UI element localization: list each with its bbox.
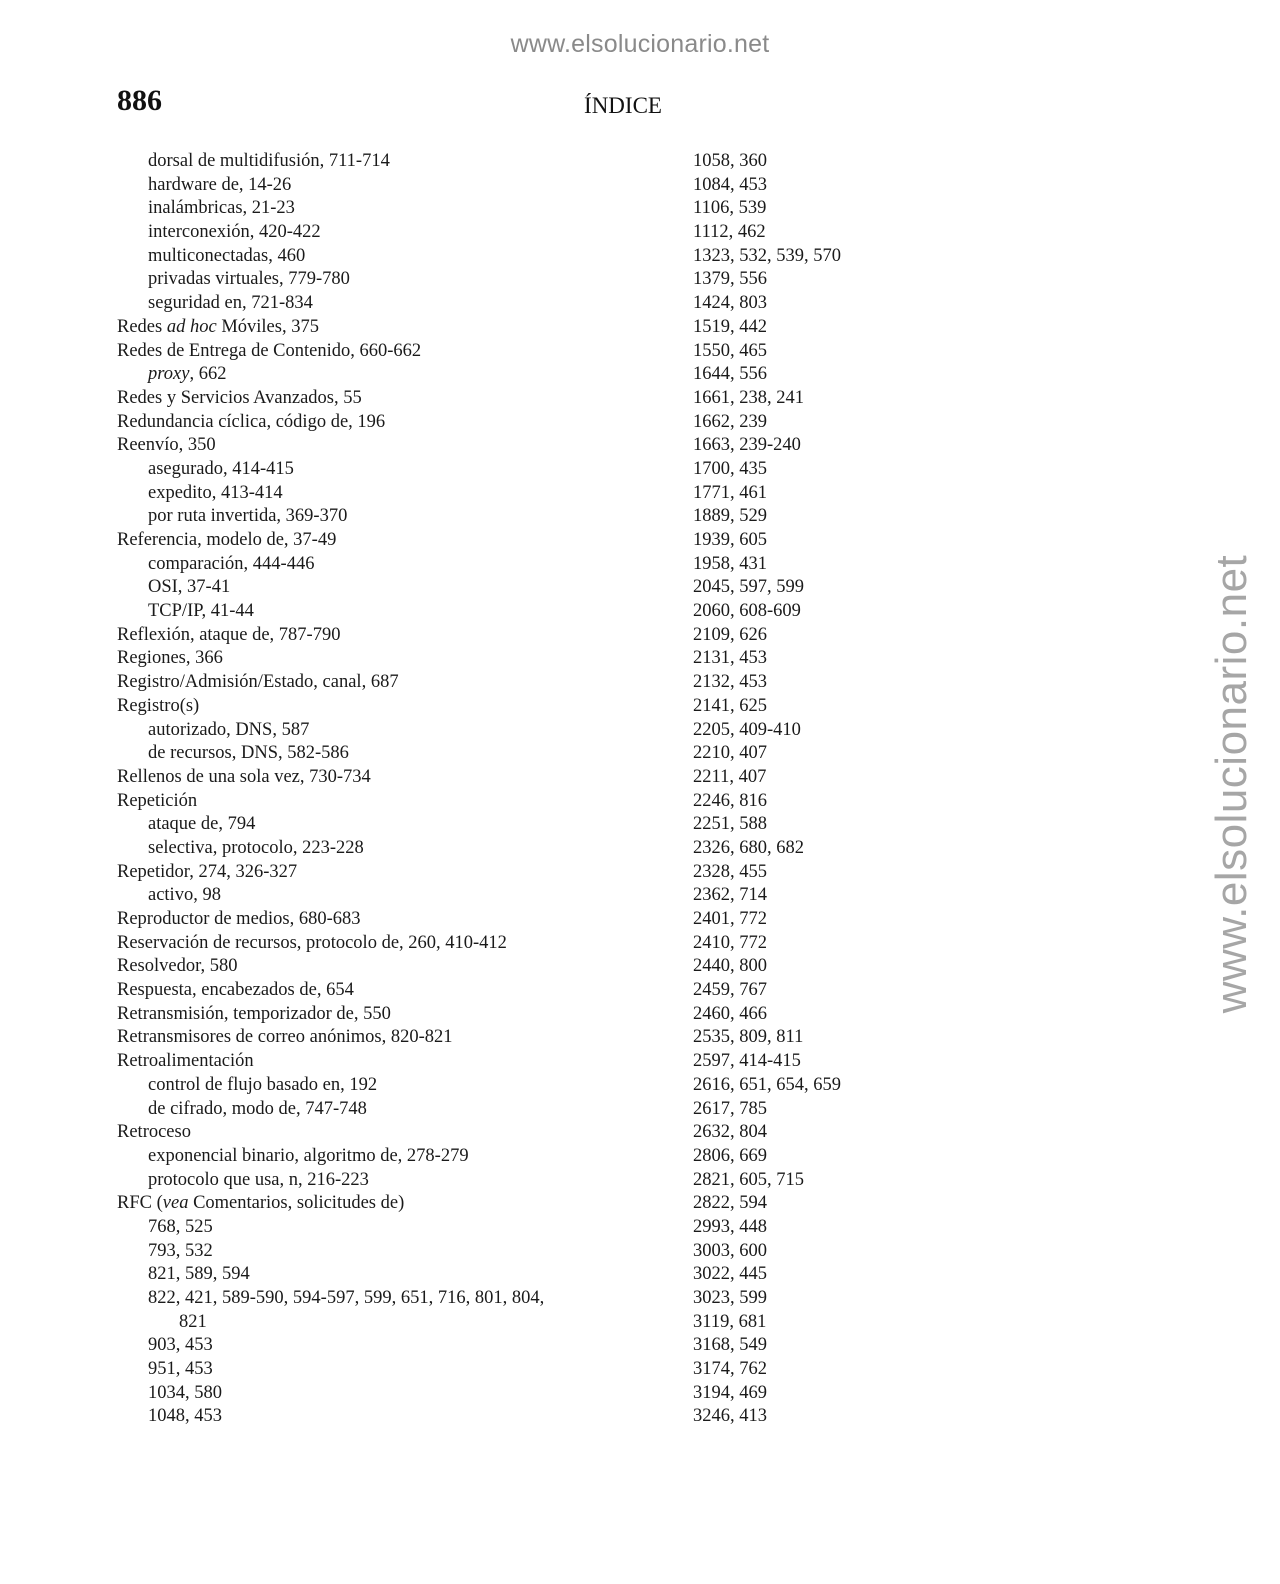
rfc-entry: 3174, 762	[693, 1359, 767, 1380]
rfc-entry: 1662, 239	[693, 411, 767, 432]
rfc-entry: 2822, 594	[693, 1193, 767, 1214]
rfc-entry: 1379, 556	[693, 269, 767, 290]
rfc-entry: 3246, 413	[693, 1406, 767, 1427]
index-entry-continuation: 821	[179, 1311, 207, 1332]
index-entry: exponencial binario, algoritmo de, 278-279	[148, 1145, 469, 1166]
index-entry: hardware de, 14-26	[148, 174, 292, 195]
index-entry: privadas virtuales, 779-780	[148, 269, 350, 290]
rfc-entry: 2597, 414-415	[693, 1051, 801, 1072]
rfc-entry: 2410, 772	[693, 932, 767, 953]
rfc-entry: 2616, 651, 654, 659	[693, 1074, 841, 1095]
rfc-entry: 1323, 532, 539, 570	[693, 245, 841, 266]
rfc-entry: 2109, 626	[693, 624, 767, 645]
index-entry: Reflexión, ataque de, 787-790	[117, 624, 341, 645]
rfc-entry: 2205, 409-410	[693, 719, 801, 740]
index-entry: 821, 589, 594	[148, 1264, 250, 1285]
index-entry: interconexión, 420-422	[148, 222, 321, 243]
rfc-entry: 1519, 442	[693, 316, 767, 337]
rfc-entry: 1550, 465	[693, 340, 767, 361]
index-entry: Repetidor, 274, 326-327	[117, 861, 298, 882]
rfc-entry: 1889, 529	[693, 506, 767, 527]
index-entry: multiconectadas, 460	[148, 245, 306, 266]
index-entry: OSI, 37-41	[148, 577, 231, 598]
rfc-entry: 1958, 431	[693, 553, 767, 574]
index-entry: Retransmisión, temporizador de, 550	[117, 1003, 391, 1024]
index-entry: RFC (vea Comentarios, solicitudes de)	[117, 1193, 405, 1214]
rfc-entry: 1644, 556	[693, 364, 767, 385]
index-entry: Regiones, 366	[117, 648, 223, 669]
index-entry: Retroceso	[117, 1122, 191, 1143]
index-column-right	[693, 150, 993, 1429]
index-entry: activo, 98	[148, 885, 221, 906]
index-entry: Respuesta, encabezados de, 654	[117, 980, 354, 1001]
index-entry: 768, 525	[148, 1216, 213, 1237]
rfc-entry: 2806, 669	[693, 1145, 767, 1166]
index-entry: Redes ad hoc Móviles, 375	[117, 316, 319, 337]
index-entry: Repetición	[117, 790, 198, 811]
index-entry: control de flujo basado en, 192	[148, 1074, 378, 1095]
rfc-entry: 1771, 461	[693, 482, 767, 503]
rfc-entry: 2211, 407	[693, 766, 767, 787]
index-entry: 1034, 580	[148, 1382, 222, 1403]
index-column-left	[117, 150, 637, 1429]
index-entry: por ruta invertida, 369-370	[148, 506, 348, 527]
index-entry: Retransmisores de correo anónimos, 820-821	[117, 1027, 453, 1048]
rfc-entry: 2141, 625	[693, 695, 767, 716]
rfc-entry: 2060, 608-609	[693, 601, 801, 622]
rfc-entry: 3003, 600	[693, 1240, 767, 1261]
rfc-entry: 2401, 772	[693, 909, 767, 929]
rfc-entry: 2617, 785	[693, 1098, 767, 1119]
rfc-entry: 2210, 407	[693, 743, 767, 764]
rfc-entry: 3168, 549	[693, 1335, 767, 1356]
watermark-top: www.elsolucionario.net	[510, 30, 770, 58]
rfc-entry: 2632, 804	[693, 1122, 767, 1143]
rfc-entry: 1700, 435	[693, 458, 767, 479]
index-entry: 951, 453	[148, 1359, 213, 1380]
rfc-entry: 1424, 803	[693, 293, 767, 314]
rfc-entry: 2246, 816	[693, 790, 767, 811]
watermark-side: www.elsolucionario.net	[1207, 554, 1256, 1014]
rfc-entry: 1939, 605	[693, 530, 767, 550]
index-entry: Redundancia cíclica, código de, 196	[117, 411, 386, 432]
rfc-entry: 3194, 469	[693, 1382, 767, 1403]
page-number: 886	[117, 84, 162, 117]
index-entry: protocolo que usa, n, 216-223	[148, 1169, 369, 1190]
index-entry: 903, 453	[148, 1335, 213, 1356]
index-entry: seguridad en, 721-834	[148, 293, 313, 314]
index-entry: inalámbricas, 21-23	[148, 198, 295, 219]
index-entry: selectiva, protocolo, 223-228	[148, 837, 364, 858]
rfc-entry: 3022, 445	[693, 1264, 767, 1285]
index-entry: Referencia, modelo de, 37-49	[117, 530, 337, 550]
rfc-entry: 1084, 453	[693, 174, 767, 195]
index-entry: de cifrado, modo de, 747-748	[148, 1098, 367, 1119]
index-entry: Reenvío, 350	[117, 435, 216, 456]
rfc-entry: 2821, 605, 715	[693, 1169, 804, 1190]
rfc-entry: 2535, 809, 811	[693, 1027, 804, 1048]
index-entry: asegurado, 414-415	[148, 458, 294, 479]
rfc-entry: 2459, 767	[693, 980, 767, 1001]
index-entry: proxy, 662	[148, 364, 227, 385]
index-entry: Registro/Admisión/Estado, canal, 687	[117, 672, 399, 693]
rfc-entry: 2993, 448	[693, 1216, 767, 1237]
index-entry: Resolvedor, 580	[117, 956, 238, 977]
rfc-entry: 3023, 599	[693, 1288, 767, 1308]
index-entry: autorizado, DNS, 587	[148, 719, 310, 740]
rfc-entry: 2326, 680, 682	[693, 837, 804, 858]
rfc-entry: 2440, 800	[693, 956, 767, 977]
rfc-entry: 2132, 453	[693, 672, 767, 693]
rfc-entry: 2328, 455	[693, 861, 767, 882]
index-entry: dorsal de multidifusión, 711-714	[148, 151, 390, 171]
index-entry: Retroalimentación	[117, 1051, 254, 1072]
rfc-entry: 1058, 360	[693, 151, 767, 171]
rfc-entry: 1112, 462	[693, 222, 766, 243]
rfc-entry: 2131, 453	[693, 648, 767, 669]
index-entry: 793, 532	[148, 1240, 213, 1261]
index-entry: 1048, 453	[148, 1406, 222, 1427]
rfc-entry: 1106, 539	[693, 198, 767, 219]
index-entry: Rellenos de una sola vez, 730-734	[117, 766, 371, 787]
rfc-entry: 1661, 238, 241	[693, 387, 804, 408]
rfc-entry: 2251, 588	[693, 814, 767, 835]
index-entry: Reproductor de medios, 680-683	[117, 909, 361, 929]
rfc-entry: 3119, 681	[693, 1311, 767, 1332]
index-entry: TCP/IP, 41-44	[148, 601, 254, 622]
rfc-entry: 2460, 466	[693, 1003, 767, 1024]
index-entry: de recursos, DNS, 582-586	[148, 743, 349, 764]
index-entry: 822, 421, 589-590, 594-597, 599, 651, 716, 801, 804, 821	[117, 1287, 637, 1334]
rfc-entry: 1663, 239-240	[693, 435, 801, 456]
running-title: ÍNDICE	[584, 93, 662, 118]
index-entry: Redes de Entrega de Contenido, 660-662	[117, 340, 422, 361]
rfc-entry: 2045, 597, 599	[693, 577, 804, 598]
index-entry: Redes y Servicios Avanzados, 55	[117, 387, 362, 408]
index-entry: ataque de, 794	[148, 814, 256, 835]
index-entry: Reservación de recursos, protocolo de, 260, 410-412	[117, 932, 507, 953]
index-entry: Registro(s)	[117, 695, 200, 716]
index-entry: comparación, 444-446	[148, 553, 315, 574]
index-entry: expedito, 413-414	[148, 482, 283, 503]
rfc-entry: 2362, 714	[693, 885, 767, 906]
